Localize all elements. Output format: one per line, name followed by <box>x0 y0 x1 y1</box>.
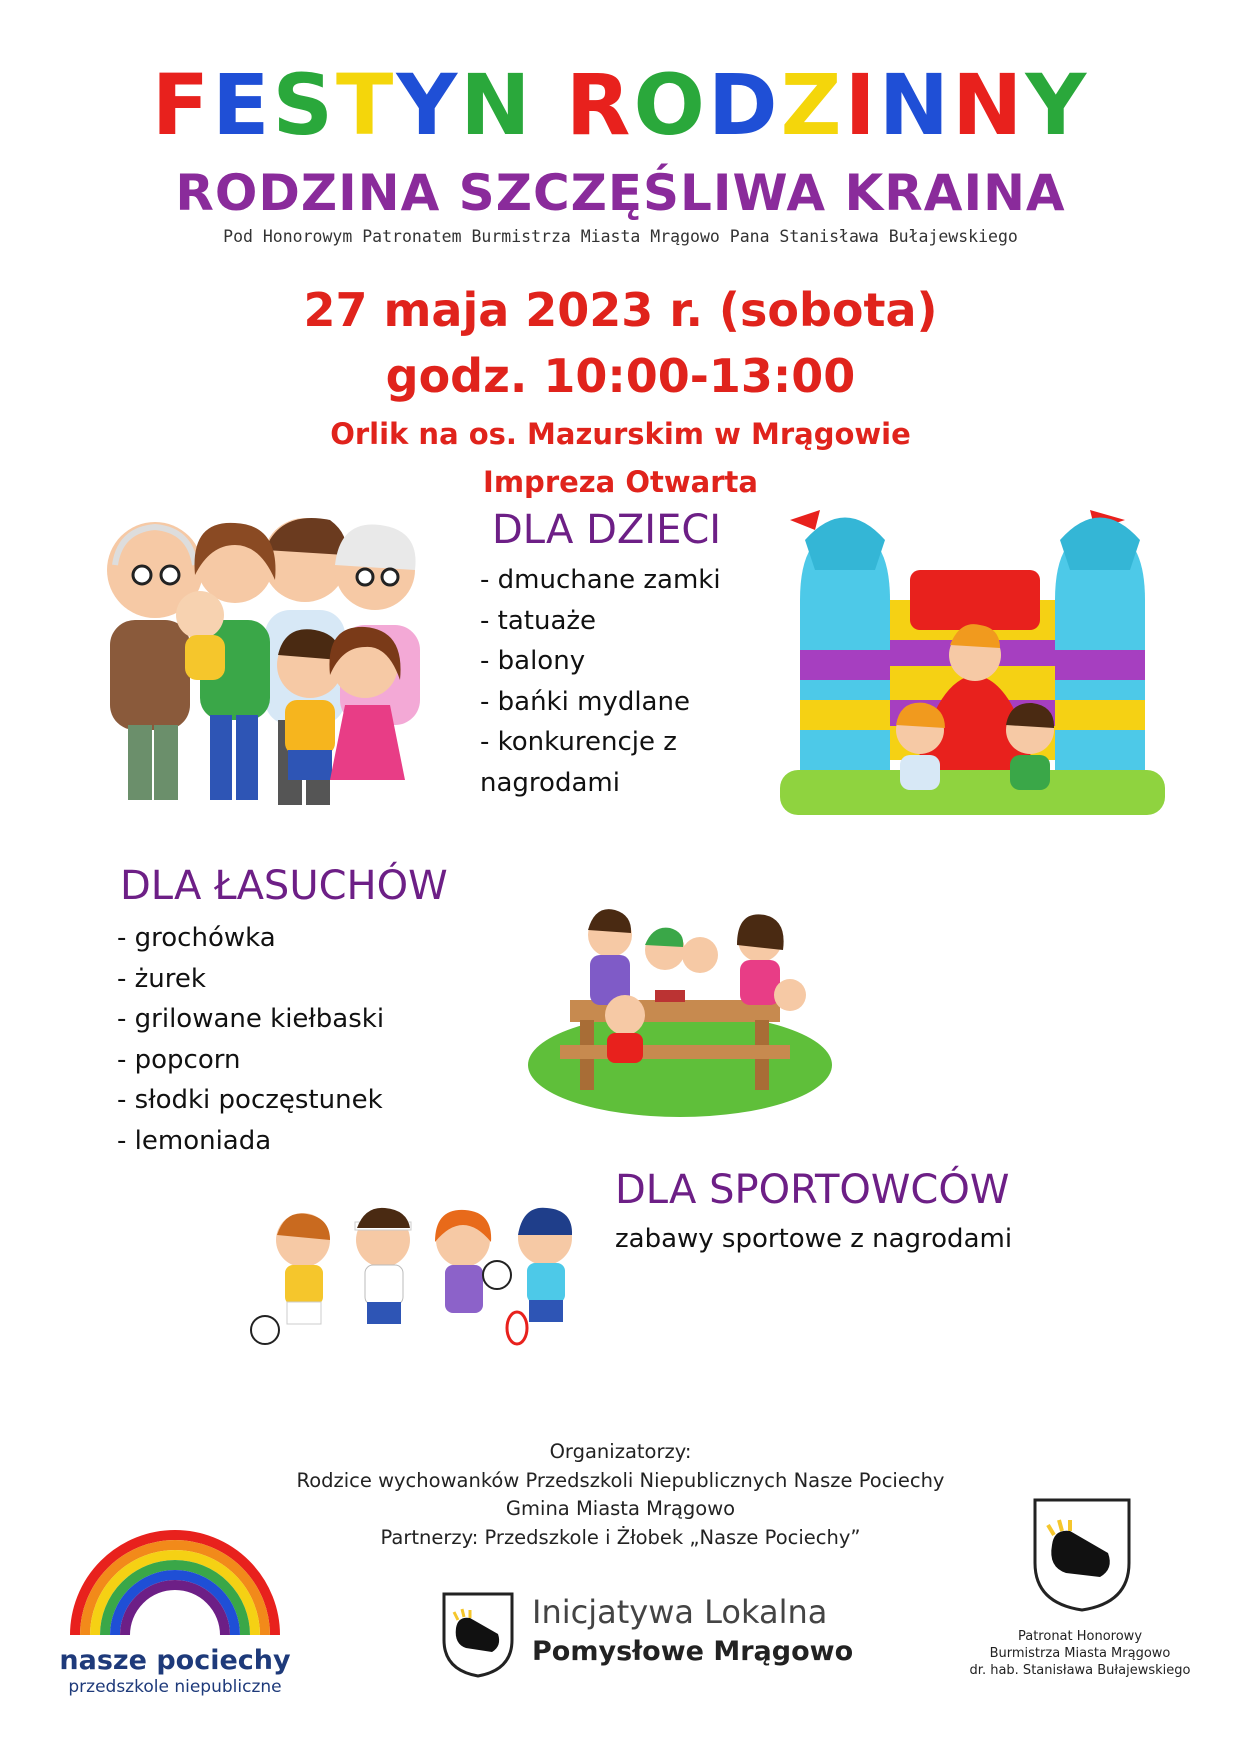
picnic-illustration <box>525 895 835 1120</box>
patronat-line: Burmistrza Miasta Mrągowo <box>989 1646 1171 1661</box>
title-letter: T <box>336 56 397 154</box>
patronage-line: Pod Honorowym Patronatem Burmistrza Miasta Mrągowo Pana Stanisława Bułajewskiego <box>223 227 1018 246</box>
kids-activities-list <box>480 560 721 803</box>
title-letter: Y <box>396 56 461 154</box>
poster-title <box>0 56 1241 154</box>
organizers-label: Organizatorzy: <box>549 1440 692 1463</box>
family-illustration <box>90 505 470 810</box>
section-heading-food: DLA ŁASUCHÓW <box>120 863 448 909</box>
patronat-line: Patronat Honorowy <box>1017 1629 1143 1644</box>
list-item: - grochówka <box>117 923 276 953</box>
organizers-line: Rodzice wychowanków Przedszkoli Niepublicznych Nasze Pociechy <box>296 1468 945 1492</box>
title-letter: D <box>707 56 781 154</box>
logo-name: nasze pociechy <box>59 1645 291 1676</box>
nasze-pociechy-logo <box>55 1530 295 1695</box>
patronat-line: dr. hab. Stanisława Bułajewskiego <box>969 1663 1191 1678</box>
title-letter: E <box>212 56 273 154</box>
event-time: godz. 10:00-13:00 <box>385 349 856 403</box>
sports-kids-illustration <box>245 1200 590 1375</box>
food-list <box>117 918 384 1161</box>
title-letter <box>534 60 566 150</box>
list-item: - balony <box>480 646 586 676</box>
partners-line: Partnerzy: Przedszkole i Żłobek „Nasze Pociechy” <box>380 1525 861 1549</box>
list-item: nagrodami <box>480 767 620 798</box>
title-letter: N <box>460 56 534 154</box>
inicjatywa-line2: Pomysłowe Mrągowo <box>532 1636 854 1667</box>
list-item: - popcorn <box>117 1044 241 1075</box>
event-date: 27 maja 2023 r. (sobota) <box>303 283 938 337</box>
title-letter: Y <box>1025 56 1090 154</box>
list-item: - tatuaże <box>480 605 597 636</box>
organizers-line: Gmina Miasta Mrągowo <box>505 1497 736 1520</box>
patronat-block <box>960 1628 1200 1679</box>
list-item: - bańki mydlane <box>480 686 690 717</box>
section-heading-sport: DLA SPORTOWCÓW <box>615 1167 1010 1213</box>
event-open-label: Impreza Otwarta <box>483 465 758 499</box>
list-item: - grilowane kiełbaski <box>117 1004 385 1034</box>
title-letter: O <box>633 56 708 154</box>
bear-paw-crest-icon <box>440 1590 516 1678</box>
event-place: Orlik na os. Mazurskim w Mrągowie <box>330 417 911 451</box>
inicjatywa-lokalna-logo <box>440 1590 854 1685</box>
bouncy-castle-illustration <box>780 500 1165 820</box>
list-item: - lemoniada <box>117 1125 272 1156</box>
title-letter: Z <box>780 56 845 154</box>
list-item: - żurek <box>117 963 206 994</box>
title-letter: S <box>272 56 337 154</box>
title-letter: N <box>952 56 1026 154</box>
logo-subtitle: przedszkole niepubliczne <box>68 1677 282 1697</box>
bear-paw-crest-icon <box>1030 1495 1134 1615</box>
list-item: - dmuchane zamki <box>480 565 721 595</box>
rainbow-icon <box>55 1530 295 1640</box>
section-heading-kids: DLA DZIECI <box>492 507 722 553</box>
title-letter: R <box>565 56 634 154</box>
list-item: - słodki poczęstunek <box>117 1085 383 1115</box>
title-letter: F <box>151 56 213 154</box>
list-item: - konkurencje z <box>480 727 677 757</box>
inicjatywa-line1: Inicjatywa Lokalna <box>532 1593 828 1631</box>
poster-subtitle: RODZINA SZCZĘŚLIWA KRAINA <box>175 164 1066 222</box>
sport-activities-text: zabawy sportowe z nagrodami <box>615 1224 1013 1254</box>
title-letter: I <box>844 56 879 154</box>
title-letter: N <box>878 56 953 154</box>
